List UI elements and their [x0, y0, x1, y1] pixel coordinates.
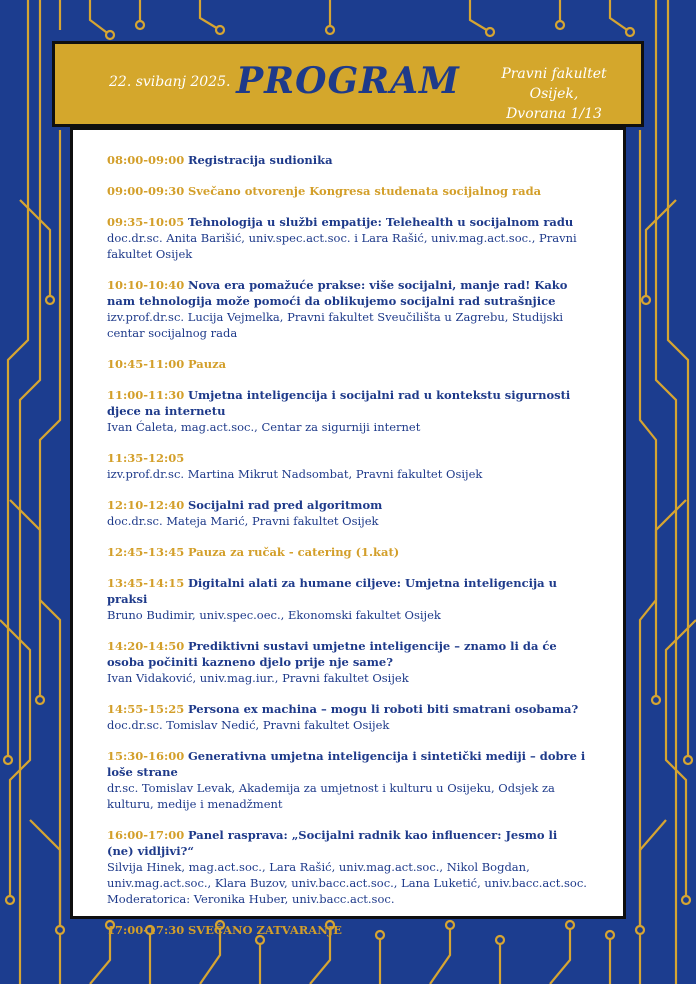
agenda-time: 11:35-12:05: [107, 451, 185, 465]
agenda-title: Registracija sudionika: [187, 153, 333, 167]
agenda-item: [107, 497, 587, 529]
agenda-title: Pauza za ručak - catering (1.kat): [187, 545, 400, 559]
agenda-speakers: izv.prof.dr.sc. Lucija Vejmelka, Pravni fakultet Sveučilišta u Zagrebu, Studijski centar socijalnog rada: [107, 310, 564, 340]
agenda-item: [107, 575, 587, 623]
agenda-time: 09:35-10:05: [107, 215, 185, 229]
venue-line-2: Dvorana 1/13: [506, 106, 602, 122]
agenda-item: [107, 387, 587, 435]
agenda-time: 10:45-11:00: [107, 357, 185, 371]
agenda-speakers: doc.dr.sc. Mateja Marić, Pravni fakultet Osijek: [107, 514, 379, 528]
agenda-speakers: doc.dr.sc. Anita Barišić, univ.spec.act.soc. i Lara Rašić, univ.mag.act.soc., Pravni fakultet Osijek: [107, 231, 577, 261]
agenda-time: 09:00-09:30: [107, 184, 185, 198]
agenda-time: 14:55-15:25: [107, 702, 185, 716]
agenda-item: [107, 356, 587, 372]
agenda-speakers: Moderatorica: Veronika Huber, univ.bacc.act.soc.: [107, 892, 395, 906]
agenda-title: Persona ex machina – mogu li roboti biti smatrani osobama?: [187, 702, 579, 716]
agenda-item: [107, 183, 587, 199]
agenda-speakers: doc.dr.sc. Tomislav Nedić, Pravni fakultet Osijek: [107, 718, 390, 732]
agenda-item: [107, 544, 587, 560]
agenda-item: [107, 748, 587, 812]
agenda-item: [107, 701, 587, 733]
agenda-item: [107, 638, 587, 686]
page-title: PROGRAM: [236, 60, 460, 102]
agenda-title: Pauza: [187, 357, 227, 371]
agenda-speakers: izv.prof.dr.sc. Martina Mikrut Nadsombat, Pravni fakultet Osijek: [107, 467, 483, 481]
agenda-item: [107, 152, 587, 168]
venue-line-1: Pravni fakultet Osijek,: [501, 66, 607, 102]
event-venue: [479, 64, 629, 124]
agenda-item: [107, 277, 587, 341]
agenda-title: Tehnologija u službi empatije: Telehealth u socijalnom radu: [187, 215, 574, 229]
agenda-speakers: Ivan Vidaković, univ.mag.iur., Pravni fakultet Osijek: [107, 671, 409, 685]
agenda-title: Prediktivni sustavi umjetne inteligencije – znamo li da će osoba počiniti kazneno djelo prije nje same?: [107, 639, 557, 669]
agenda-time: 17:00-17:30: [107, 923, 185, 937]
agenda-speakers: Silvija Hinek, mag.act.soc., Lara Rašić, univ.mag.act.soc., Nikol Bogdan, univ.mag.act.soc., Klara Buzov, univ.bacc.act.soc., Lana Luketić, univ.bacc.act.soc.: [107, 860, 587, 890]
agenda-title: Digitalni alati za humane ciljeve: Umjetna inteligencija u praksi: [107, 576, 557, 606]
agenda-speakers: Ivan Ćaleta, mag.act.soc., Centar za sigurniji internet: [107, 420, 421, 434]
agenda-speakers: dr.sc. Tomislav Levak, Akademija za umjetnost i kulturu u Osijeku, Odsjek za kulturu, medije i menadžment: [107, 781, 555, 811]
program-header: [52, 41, 644, 127]
agenda-time: 16:00-17:00: [107, 828, 185, 842]
agenda-item: [107, 827, 587, 907]
agenda-title: Umjetna inteligencija i socijalni rad u kontekstu sigurnosti djece na internetu: [107, 388, 571, 418]
agenda-time: 12:10-12:40: [107, 498, 185, 512]
agenda-title: Nova era pomažuće prakse: više socijalni, manje rad! Kako nam tehnologija može pomoći da oblikujemo socijalni rad sutrašnjice: [107, 278, 568, 308]
agenda-time: 12:45-13:45: [107, 545, 185, 559]
agenda-time: 13:45-14:15: [107, 576, 185, 590]
agenda-title: Panel rasprava: „Socijalni radnik kao influencer: Jesmo li (ne) vidljivi?“: [107, 828, 558, 858]
agenda-title: Svečano otvorenje Kongresa studenata socijalnog rada: [187, 184, 542, 198]
agenda-item: [107, 214, 587, 262]
agenda-item: [107, 922, 587, 938]
agenda-time: 08:00-09:00: [107, 153, 185, 167]
event-date: 22. svibanj 2025.: [109, 74, 231, 90]
agenda-list: [107, 152, 587, 953]
agenda-time: 15:30-16:00: [107, 749, 185, 763]
agenda-panel: [70, 127, 626, 937]
agenda-item: [107, 450, 587, 482]
agenda-time: 10:10-10:40: [107, 278, 185, 292]
agenda-title: Socijalni rad pred algoritmom: [187, 498, 383, 512]
agenda-time: 14:20-14:50: [107, 639, 185, 653]
agenda-title: SVEČANO ZATVARANJE: [187, 923, 342, 937]
agenda-time: 11:00-11:30: [107, 388, 185, 402]
agenda-speakers: Bruno Budimir, univ.spec.oec., Ekonomski fakultet Osijek: [107, 608, 441, 622]
agenda-title: Generativna umjetna inteligencija i sintetički mediji – dobre i loše strane: [107, 749, 586, 779]
